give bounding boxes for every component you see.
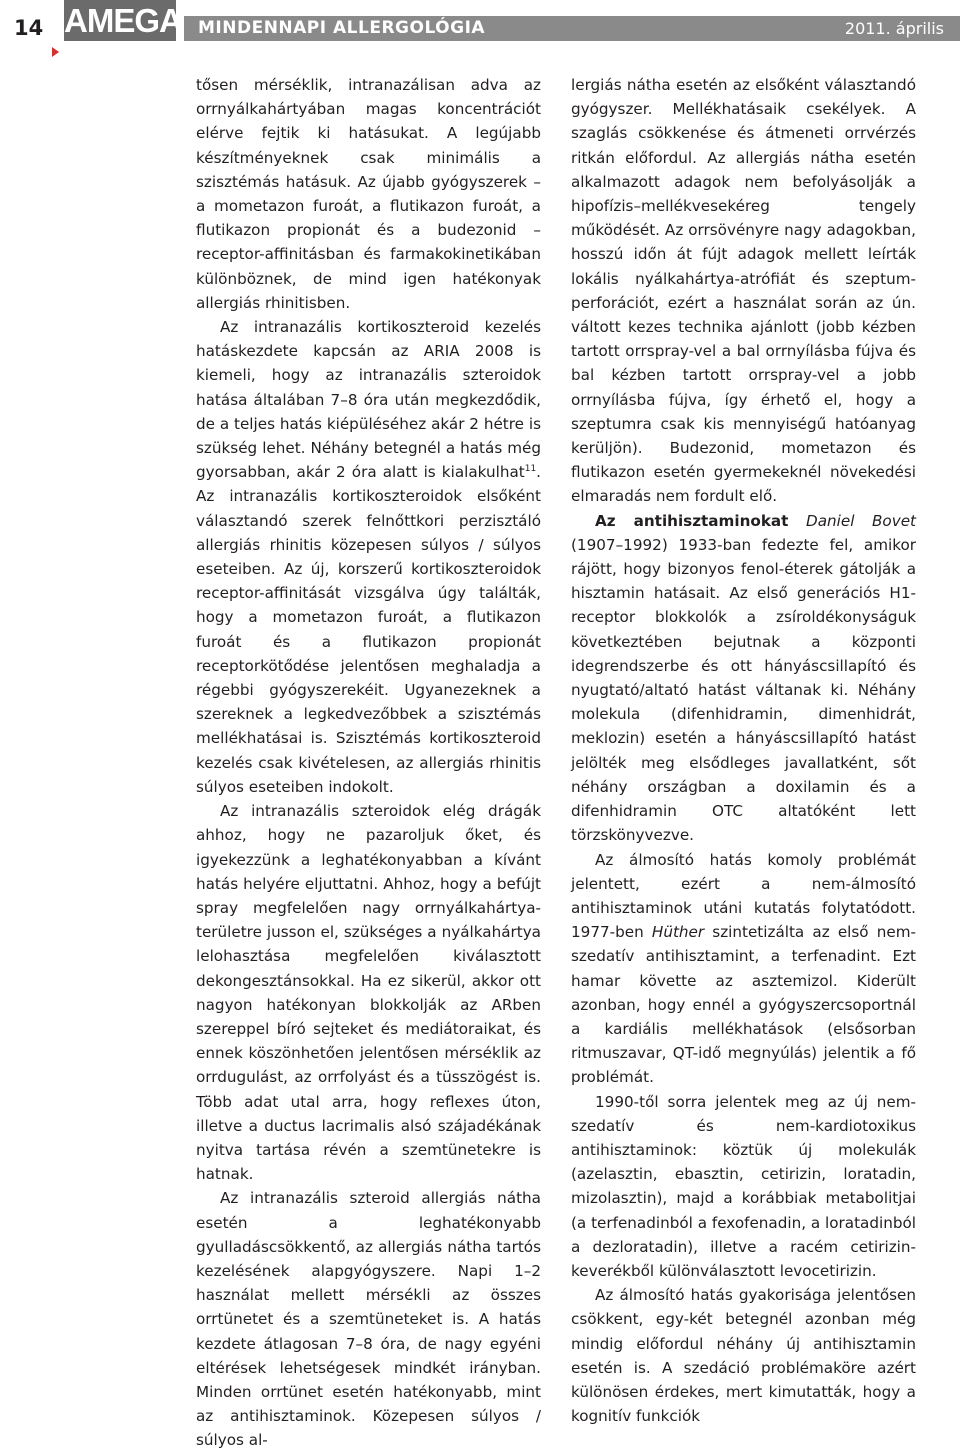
left-column	[196, 73, 541, 1453]
antihistamine-heading: Az antihisztaminokat	[595, 511, 789, 530]
left-paragraph-1: tősen mérséklik, intranazálisan adva az orrnyálkahártyában magas koncentrációt elérve fejtik ki hatásukat. A legújabb készítményeknek csak minimális a szisztémás hatásuk. Az újabb gyógyszerek – a mometazon furoát, a flutikazon furoát, a flutikazon propionát és a budezonid – receptor-affinitásban és farmakokinetikában különböznek, de mind igen hatékonyak allergiás rhinitisben.	[196, 76, 541, 312]
page-number: 14	[14, 16, 44, 40]
right-paragraph-4: 1990-től sorra jelentek meg az új nem-szedatív és nem-kardiotoxikus antihisztaminok: köztük új molekulák (azelasztin, ebasztin, cetirizin, loratadin, mizolasztin), majd a korábbiak metabolitjai (a terfenadinból a fexofenadin, a loratadinból a dezloratadin), illetve a racém cetirizin-keverékből különválasztott levocetirizin.	[571, 1092, 916, 1280]
right-paragraph-2-text: (1907–1992) 1933-ban fedezte fel, amikor rájött, hogy bizonyos fenol-éterek gátolják a hisztamin hatásait. Az első generációs H1-receptor blokkolók a zsíroldékonyságuk következtében bejutnak a központi idegrendszerbe és ott hányáscsillapító és nyugtató/altató hatást váltanak ki. Néhány molekula (difenhidramin, dimenhidrát, meklozin) esetén a hányáscsillapító hatást jelölték meg elsődleges javallatként, sőt néhány országban a doxilamin és a difenhidramin OTC altatóként lett törzskönyvezve.	[571, 535, 916, 845]
left-paragraph-3: Az intranazális szteroidok elég drágák ahhoz, hogy ne pazaroljuk őket, és igyekezzünk a leghatékonyabban a kívánt hatás helyére eljuttatni. Ahhoz, hogy a befújt spray megfelelően nagy orrnyálkahártya-területre jusson el, szükséges a nyálkahártya lelohasztása megfelelően kiválasztott dekongesztánsokkal. Ha ez sikerül, akkor ott nagyon hatékonyan blokkolják az ARben szereppel bíró sejteket és mediátoraikat, és ennek köszönhetően jelentősen mérséklik az orrdugulást, az orrfolyást és a tüsszögést is. Több adat utal arra, hogy reflexes úton, illetve a ductus lacrimalis alsó szájadékának nyitva tartása révén a szemtünetekre is hatnak.	[196, 802, 541, 1184]
issue-date: 2011. április	[844, 19, 944, 38]
left-paragraph-2-text-a: Az intranazális kortikoszteroid kezelés hatáskezdete kapcsán az ARIA 2008 is kiemeli, hogy az intranazális szteroidok hatása általában 7–8 óra után megkezdődik, de a teljes hatás kiépüléséhez akár 2 hétre is szükség lehet. Néhány betegnél a hatás még gyorsabban, akár 2 óra alatt is kialakulhat	[196, 318, 541, 482]
left-paragraph-2-text-b: . Az intranazális kortikoszteroidok elsőként választandó szerek felnőttkori perzisztáló allergiás rhinitis közepesen súlyos / súlyos eseteiben. Az új, korszerű kortikoszteroidok receptor-affinitását vizsgálva úgy találták, hogy a mometazon furoát, a flutikazon furoát és a flutikazon propionát receptorkötődése jelentősen meghaladja a régebbi gyógyszerekéit. Ugyanezeknek a szereknek a legkedvezőbbek a szisztémás mellékhatásai is. Szisztémás kortikoszteroid kezelés csak kivételesen, az allergiás rhinitis súlyos eseteiben indokolt.	[196, 463, 541, 796]
right-paragraph-2	[571, 509, 916, 848]
person-name-bovet: Daniel Bovet	[788, 511, 916, 530]
right-paragraph-5: Az álmosító hatás gyakorisága jelentősen csökkent, egy-két betegnél azonban még mindig előfordul néhány új antihisztamin esetén is. A szedáció problémaköre azért különösen érdekes, mert kimutatták, hogy a kognitív funkciók	[571, 1286, 916, 1426]
section-title: MINDENNAPI ALLERGOLÓGIA	[198, 18, 486, 38]
red-arrow-icon	[52, 47, 59, 57]
right-paragraph-3	[571, 848, 916, 1090]
right-paragraph-3-text-a: Az álmosító hatás komoly problémát jelentett, ezért a nem-álmosító antihisztaminok utáni kutatás folytatódott. 1977-ben	[571, 850, 916, 942]
person-name-huther: Hüther	[643, 923, 705, 942]
header-bar	[184, 16, 960, 41]
left-paragraph-2	[196, 315, 541, 799]
left-paragraph-4: Az intranazális szteroid allergiás nátha esetén a leghatékonyabb gyulladáscsökkentő, az allergiás nátha tartós kezelésének alapgyógyszere. Napi 1–2 használat mellett mérsékli az összes orrtünetet és a szemtüneteket is. A hatás kezdete átlagosan 7–8 óra, de nagy egyéni eltérések lehetségesek mindkét irányban. Minden orrtünet esetén hatékonyabb, mint az antihisztaminok. Közepesen súlyos / súlyos al-	[196, 1189, 541, 1450]
reference-superscript: 11	[524, 464, 537, 475]
magazine-logo: AMEGA	[64, 2, 182, 39]
right-paragraph-1: lergiás nátha esetén az elsőként választandó gyógyszer. Mellékhatásaik csekélyek. A szaglás csökkenése és átmeneti orrvérzés ritkán előfordul. Az allergiás nátha esetén alkalmazott adagok nem befolyásolják a hipofízis–mellékvesekéreg tengely működését. Az orrsövényre nagy adagokban, hosszú időn át fújt adagok mellett leírták lokális nyálkahártya-atrófiát és szeptum-perforációt, ezért a használat során az ún. váltott kezes technika ajánlott (jobb kézben tartott orrspray-vel a bal orrnyílásba fújva és bal kézben tartott orrspray-vel a jobb orrnyílásba fújva, így érhető el, hogy a szeptumra csak kis mennyiségű hatóanyag kerüljön). Budezonid, mometazon és flutikazon esetén gyermekeknél növekedési elmaradás nem fordult elő.	[571, 76, 916, 506]
right-column	[571, 73, 916, 1428]
right-paragraph-3-text-b: szintetizálta az első nem-szedatív antihisztamint, a terfenadint. Ezt hamar követte az asztemizol. Kiderült azonban, hogy ennél a gyógyszercsoportnál a kardiális mellékhatások (elsősorban ritmuszavar, QT-idő megnyúlás) jelentik a fő problémát.	[571, 923, 916, 1087]
